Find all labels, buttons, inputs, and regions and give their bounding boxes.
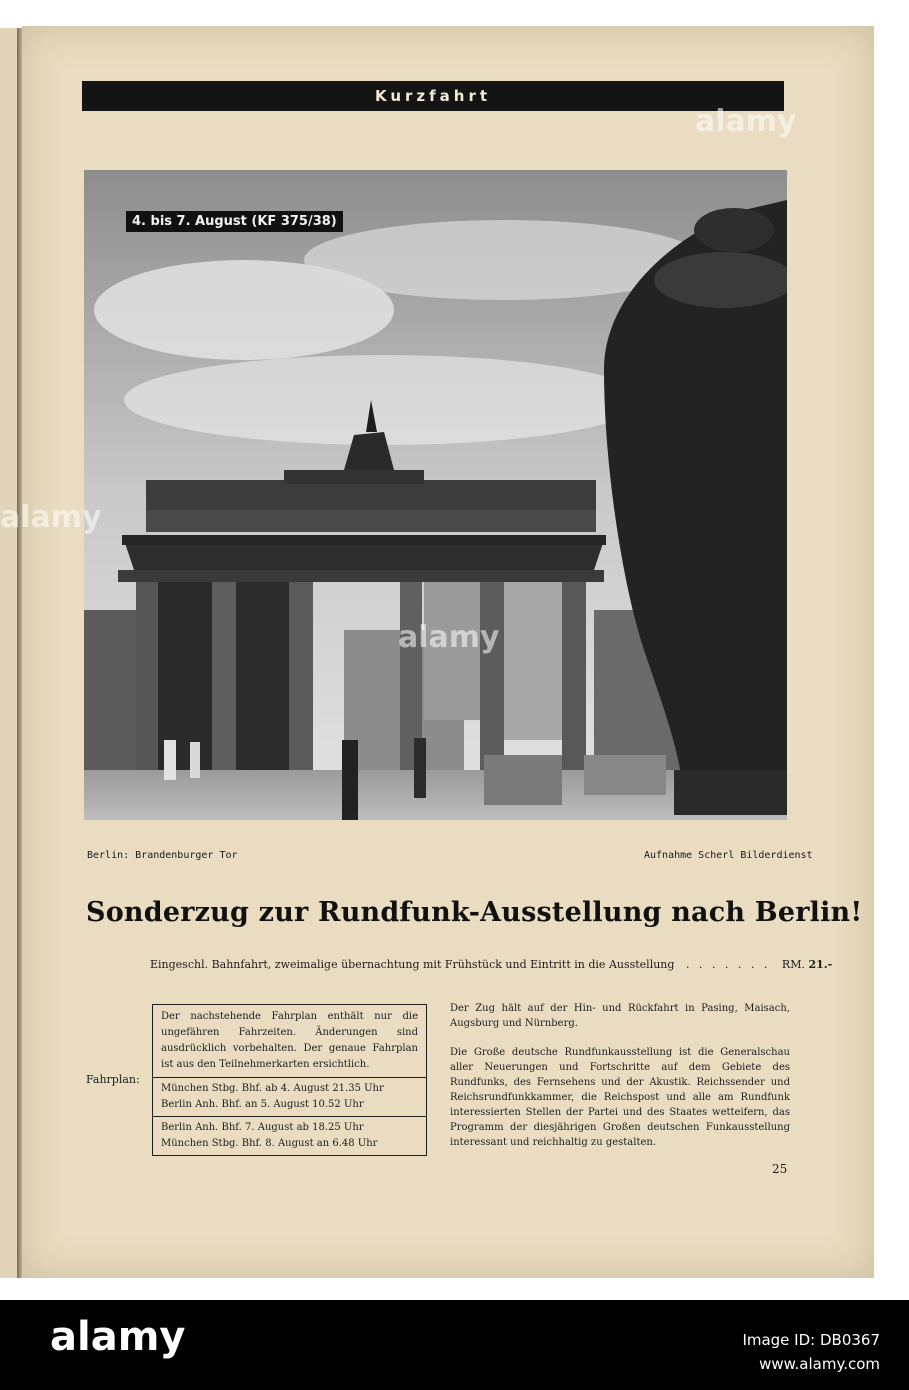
tour-date-label: 4. bis 7. August (KF 375/38) [126, 211, 343, 232]
article-intro [150, 958, 833, 971]
schedule-label: Fahrplan: [86, 1073, 140, 1086]
article-body [450, 1001, 790, 1164]
schedule-row: München Stbg. Bhf. 8. August an 6.48 Uhr [161, 1138, 378, 1149]
brandenburg-gate-photo [84, 170, 787, 820]
schedule-box [152, 1004, 427, 1156]
watermark: alamy [398, 620, 500, 655]
price-prefix: RM. [781, 958, 805, 971]
schedule-note: Der nachstehende Fahrplan enthält nur die ungefähren Fahrzeiten. Änderungen sind ausdrücklich vorbehalten. Der genaue Fahrplan ist aus den Teilnehmerkarten ersichtlich. [153, 1005, 426, 1078]
watermark: alamy [0, 500, 102, 535]
body-paragraph: Die Große deutsche Rundfunkausstellung ist die Generalschau aller Neuerungen und Fortschritte auf dem Gebiete des Rundfunks, des Fernsehens und der Akustik. Reichssender und Reichsrundfunkkammer, die Reichspost und alle am Rundfunk interessierten Stellen der Partei und des Staates wetteifern, das Programm der diesjährigen Großen deutschen Funkausstellung interessant und reichhaltig zu gestalten. [450, 1047, 790, 1148]
body-paragraph: Der Zug hält auf der Hin- und Rückfahrt in Pasing, Maisach, Augsburg und Nürnberg. [450, 1003, 790, 1029]
schedule-row: Berlin Anh. Bhf. 7. August ab 18.25 Uhr [161, 1122, 364, 1133]
photo-caption: Berlin: Brandenburger Tor [87, 850, 238, 861]
schedule-row: München Stbg. Bhf. ab 4. August 21.35 Uhr [161, 1083, 384, 1094]
watermark: alamy [695, 104, 797, 139]
footer-meta [520, 1328, 880, 1376]
article-headline: Sonderzug zur Rundfunk-Ausstellung nach Berlin! [86, 897, 863, 928]
price [782, 958, 832, 971]
schedule-return [153, 1116, 426, 1155]
schedule-outbound [153, 1078, 426, 1116]
schedule-row: Berlin Anh. Bhf. an 5. August 10.52 Uhr [161, 1099, 364, 1110]
section-header-band [82, 81, 784, 111]
page-number: 25 [772, 1162, 788, 1176]
photo-credit: Aufnahme Scherl Bilderdienst [644, 850, 813, 861]
price-value: 21.- [808, 958, 833, 971]
footer-logo: alamy [50, 1314, 186, 1360]
image-id: Image ID: DB0367 [742, 1331, 880, 1349]
section-title: Kurzfahrt [374, 87, 492, 105]
intro-dots: . . . . . . . [685, 958, 771, 971]
photo-illustration [84, 170, 787, 820]
site-url: www.alamy.com [759, 1355, 880, 1373]
intro-text: Eingeschl. Bahnfahrt, zweimalige übernachtung mit Frühstück und Eintritt in die Ausstellung [150, 958, 675, 971]
